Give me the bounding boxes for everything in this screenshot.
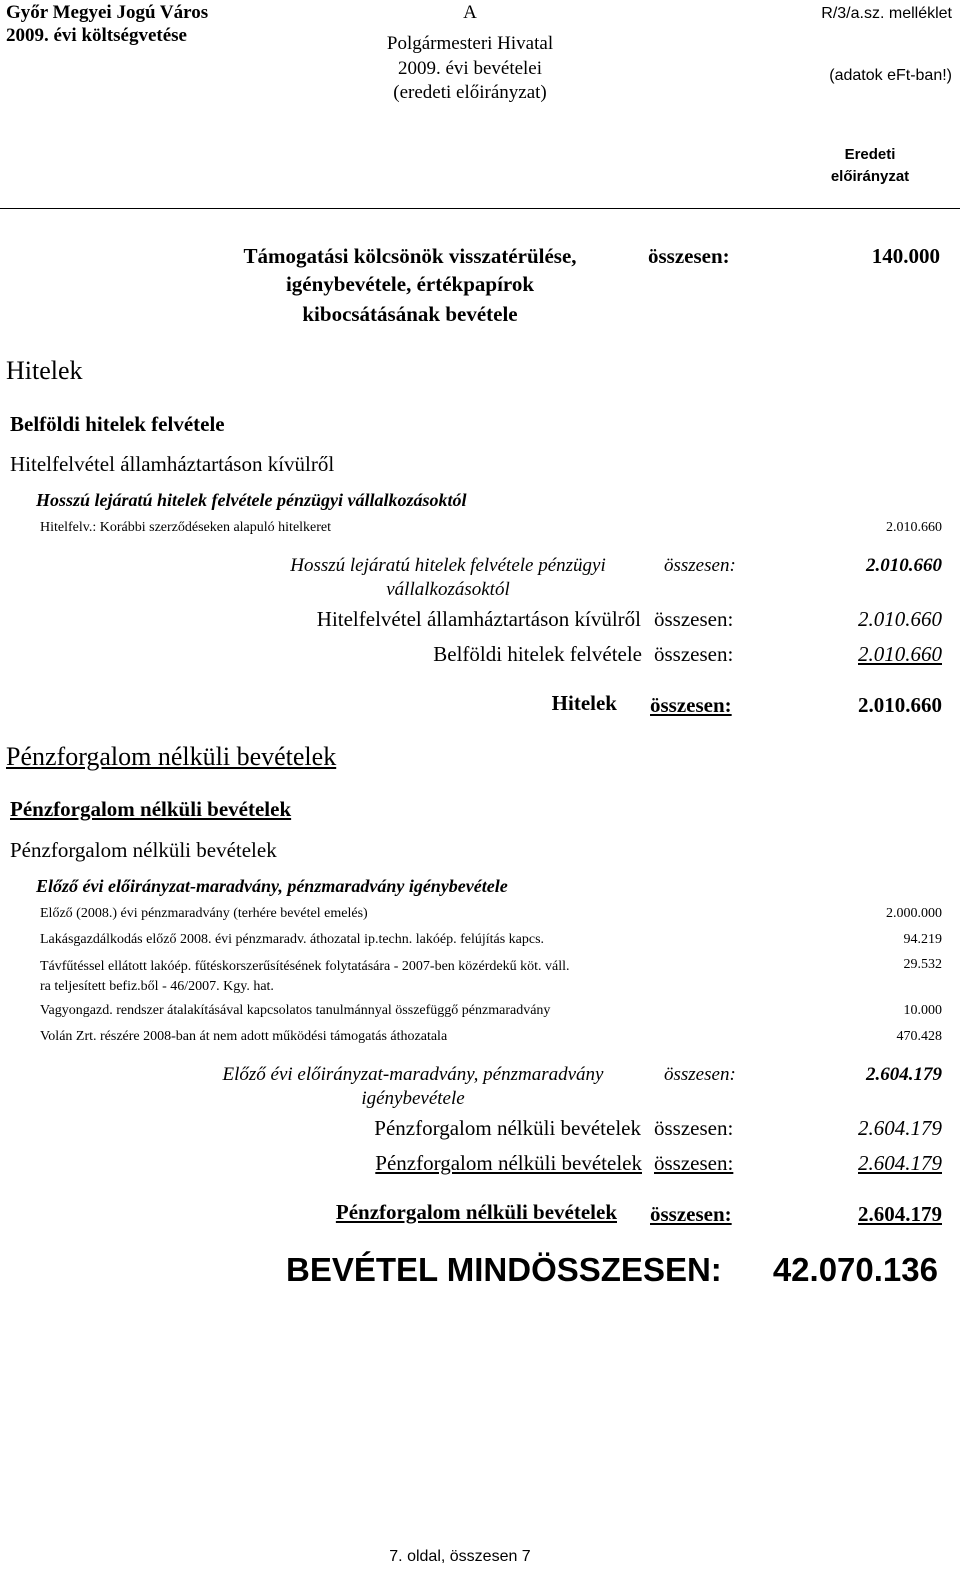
- section1-title-line2: igénybevétele, értékpapírok: [285, 272, 535, 296]
- grand-total-value: 42.070.136: [772, 1251, 938, 1288]
- grand-total-label: BEVÉTEL MINDÖSSZESEN:: [286, 1251, 722, 1288]
- penz-item-value: 10.000: [903, 1003, 942, 1018]
- hitelek-sub2-total-label: összesen:: [654, 642, 734, 666]
- penz-level4-heading: Előző évi előirányzat-maradvány, pénzmaradvány igénybevétele: [36, 876, 508, 896]
- penz-sub1-total-value: 2.604.179: [858, 1202, 942, 1226]
- hitelek-sub1-total-value: 2.010.660: [858, 693, 942, 717]
- hitelek-sub3-total-value: 2.010.660: [858, 607, 942, 631]
- revenue-year: 2009. évi bevételei: [397, 58, 543, 79]
- office-name: Polgármesteri Hivatal: [386, 33, 554, 54]
- budget-year: 2009. évi költségvetése: [6, 25, 187, 46]
- section1-title-line1: Támogatási kölcsönök visszatérülése,: [243, 244, 577, 268]
- units-note: (adatok eFt-ban!): [829, 67, 952, 84]
- original-estimate-caption: (eredeti előirányzat): [393, 82, 547, 103]
- hitelek-level3-heading: Hitelfelvétel államháztartáson kívülről: [10, 452, 335, 476]
- hitelek-sub4-total-value: 2.010.660: [866, 555, 942, 576]
- penz-sub2-total-label: összesen:: [654, 1151, 734, 1175]
- annex-number: R/3/a.sz. melléklet: [821, 5, 952, 22]
- section-hitelek-heading: Hitelek: [6, 356, 83, 385]
- hitelek-sub3-label: Hitelfelvétel államháztartáson kívülről: [316, 607, 641, 631]
- column-header-line1: Eredeti: [844, 146, 896, 163]
- column-header-line2: előirányzat: [830, 168, 910, 185]
- penz-sub3-label: Pénzforgalom nélküli bevételek: [374, 1116, 641, 1140]
- hitelek-item-value: 2.010.660: [886, 520, 942, 535]
- hitelek-sub1-total-label: összesen:: [650, 693, 732, 717]
- penz-sub4-total-label: összesen:: [664, 1064, 736, 1085]
- penz-sub3-total-label: összesen:: [654, 1116, 734, 1140]
- page-footer: 7. oldal, összesen 7: [389, 1548, 531, 1565]
- penz-item-value: 29.532: [903, 957, 942, 972]
- header-divider: [0, 208, 960, 209]
- penz-item-label: Volán Zrt. részére 2008-ban át nem adott működési támogatás áthozatala: [40, 1029, 448, 1044]
- city-name: Győr Megyei Jogú Város: [6, 2, 209, 23]
- section1-total-label: összesen:: [648, 244, 730, 268]
- section-penzforgalom-heading: Pénzforgalom nélküli bevételek: [6, 742, 337, 771]
- penz-item-label: Lakásgazdálkodás előző 2008. évi pénzmaradv. áthozatal ip.techn. lakóép. felújítás kapcs.: [40, 932, 545, 947]
- penz-item-value: 94.219: [903, 932, 942, 947]
- hitelek-sub4-label-line1: Hosszú lejáratú hitelek felvétele pénzügyi: [290, 555, 606, 576]
- hitelek-level4-heading: Hosszú lejáratú hitelek felvétele pénzügyi vállalkozásoktól: [36, 490, 467, 510]
- hitelek-sub4-label-line2: vállalkozásoktól: [386, 579, 510, 600]
- penz-item-label: Távfűtéssel ellátott lakóép. fűtéskorszerűsítésének folytatására - 2007-ben közérdekű köt. váll. ra teljesített befiz.ből - 46/2007. Kgy. hat.: [40, 959, 570, 994]
- section1-total-value: 140.000: [871, 244, 940, 268]
- penz-item-label: Előző (2008.) évi pénzmaradvány (terhére bevétel emelés): [40, 906, 368, 921]
- header-letter: A: [463, 2, 477, 23]
- penz-sub3-total-value: 2.604.179: [858, 1116, 942, 1140]
- penz-sub1-total-label: összesen:: [650, 1202, 732, 1226]
- hitelek-sub1-label: Hitelek: [551, 691, 617, 715]
- penz-sub4-total-value: 2.604.179: [866, 1064, 942, 1085]
- penz-sub4-label-line1: Előző évi előirányzat-maradvány, pénzmaradvány: [222, 1064, 604, 1085]
- hitelek-level2-heading: Belföldi hitelek felvétele: [10, 412, 225, 436]
- section1-title-line3: kibocsátásának bevétele: [302, 302, 518, 326]
- hitelek-sub2-total-value: 2.010.660: [858, 642, 942, 666]
- hitelek-item-label: Hitelfelv.: Korábbi szerződéseken alapuló hitelkeret: [40, 520, 332, 535]
- hitelek-sub2-label: Belföldi hitelek felvétele: [433, 642, 642, 666]
- penz-sub2-total-value: 2.604.179: [858, 1151, 942, 1175]
- hitelek-sub3-total-label: összesen:: [654, 607, 734, 631]
- penz-level3-heading: Pénzforgalom nélküli bevételek: [10, 838, 277, 862]
- penz-sub2-label: Pénzforgalom nélküli bevételek: [375, 1151, 642, 1175]
- penz-item-value: 470.428: [896, 1029, 942, 1044]
- penz-item-value: 2.000.000: [886, 906, 942, 921]
- penz-sub4-label-line2: igénybevétele: [361, 1088, 465, 1109]
- penz-item-label: Vagyongazd. rendszer átalakításával kapcsolatos tanulmánnyal összefüggő pénzmaradvány: [40, 1003, 551, 1018]
- penz-sub1-label: Pénzforgalom nélküli bevételek: [335, 1200, 617, 1224]
- hitelek-sub4-total-label: összesen:: [664, 555, 736, 576]
- penz-level2-heading: Pénzforgalom nélküli bevételek: [10, 797, 292, 821]
